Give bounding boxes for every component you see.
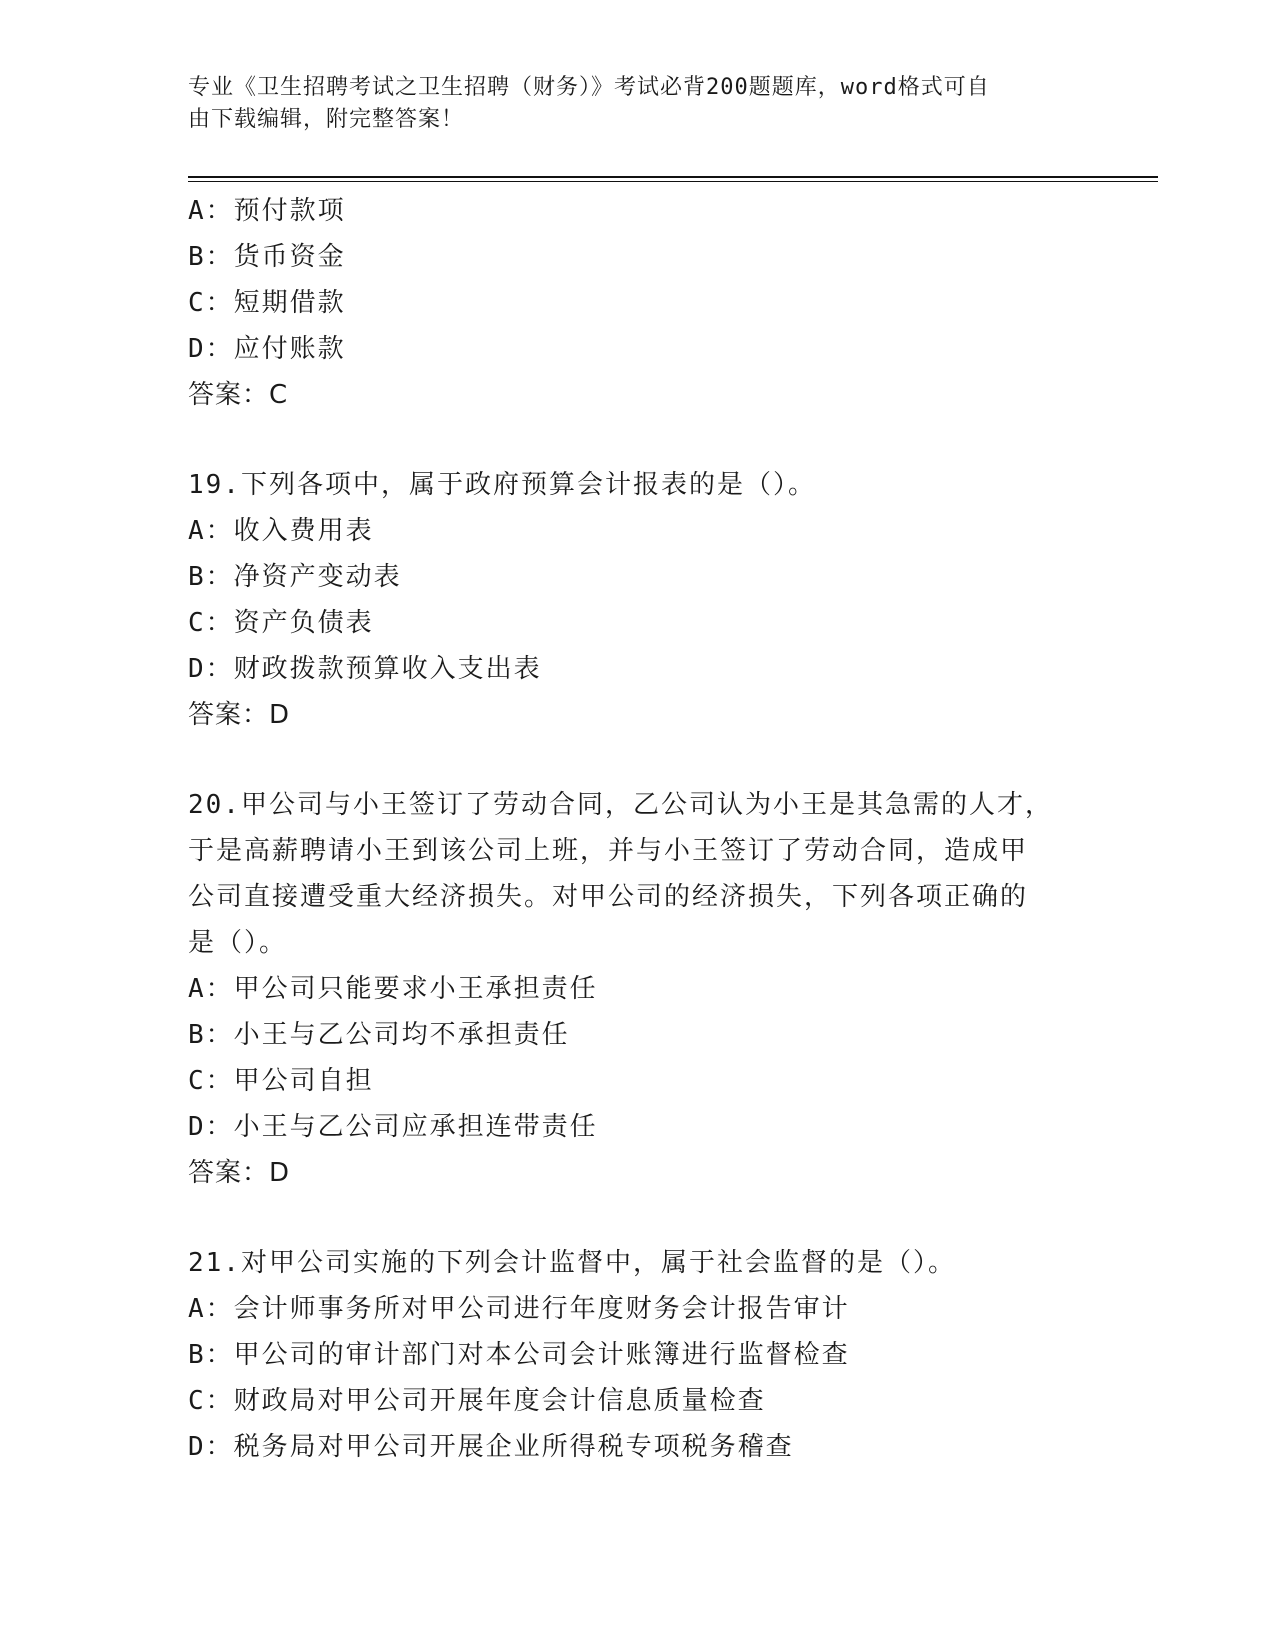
option-c: C：财政局对甲公司开展年度会计信息质量检查 [188,1386,766,1416]
answer: 答案：D [188,1158,291,1188]
spacer [188,418,1068,462]
option-a: A：会计师事务所对甲公司进行年度财务会计报告审计 [188,1294,850,1324]
question-stem-line-3: 公司直接遭受重大经济损失。对甲公司的经济损失，下列各项正确的 [188,882,1029,912]
option-a: A：收入费用表 [188,516,374,546]
option-c: C：资产负债表 [188,608,374,638]
question-stem-line-4: 是（）。 [188,928,288,958]
answer: 答案：D [188,700,291,730]
question-stem: 21.对甲公司实施的下列会计监督中，属于社会监督的是（）。 [188,1248,956,1278]
question-stem-line-1: 20.甲公司与小王签订了劳动合同，乙公司认为小王是其急需的人才， [188,790,1053,820]
question-list [188,188,1068,1470]
option-c: C：甲公司自担 [188,1066,374,1096]
option-b: B：甲公司的审计部门对本公司会计账簿进行监督检查 [188,1340,850,1370]
option-b: B：净资产变动表 [188,562,402,592]
option-d: D：财政拨款预算收入支出表 [188,654,542,684]
option-d: D：小王与乙公司应承担连带责任 [188,1112,598,1142]
option-d: D：应付账款 [188,334,346,364]
header-rule-thick [188,176,1158,178]
option-b: B：货币资金 [188,242,346,272]
header-line-1: 专业《卫生招聘考试之卫生招聘（财务）》考试必背200题题库，word格式可自 [188,75,990,100]
question-stem: 19.下列各项中，属于政府预算会计报表的是（）。 [188,470,816,500]
header-line-2: 由下载编辑，附完整答案！ [188,107,465,132]
spacer [188,738,1068,782]
question-20 [188,782,1068,1196]
question-stem-line-2: 于是高薪聘请小王到该公司上班，并与小王签订了劳动合同，造成甲 [188,836,1029,866]
question-18 [188,188,1068,418]
document-header [188,72,1068,136]
option-b: B：小王与乙公司均不承担责任 [188,1020,570,1050]
option-a: A：甲公司只能要求小王承担责任 [188,974,598,1004]
option-d: D：税务局对甲公司开展企业所得税专项税务稽查 [188,1432,794,1462]
header-rule-thin [188,181,1158,182]
option-a: A：预付款项 [188,196,346,226]
spacer [188,1196,1068,1240]
answer: 答案：C [188,380,289,410]
question-19 [188,462,1068,738]
option-c: C：短期借款 [188,288,346,318]
question-21 [188,1240,1068,1470]
